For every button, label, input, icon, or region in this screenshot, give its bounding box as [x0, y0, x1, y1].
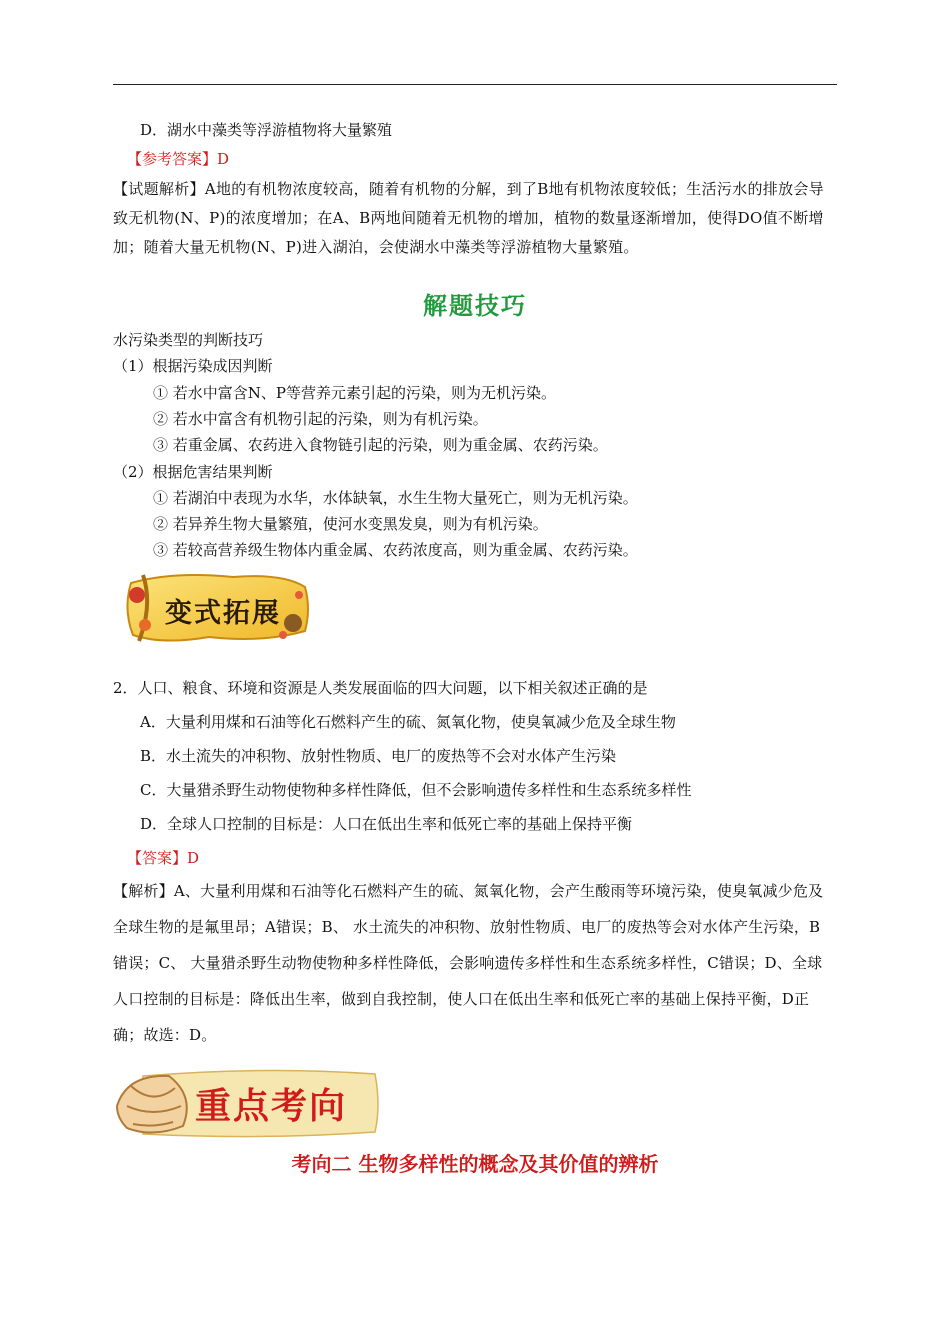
tips-heading: 解题技巧 [423, 292, 527, 320]
q1-analysis-text: A地的有机物浓度较高，随着有机物的分解，到了B地有机物浓度较低；生活污水的排放会导致无机物(N、P)的浓度增加；在A、B两地间随着无机物的增加，植物的数量逐渐增加，使得DO值不断增加；随着大量无机物(N、P)进入湖泊，会使湖水中藻类等浮游植物大量繁殖。 [113, 180, 824, 256]
tips-s2-item: ③ 若较高营养级生物体内重金属、农药浓度高，则为重金属、农药污染。 [153, 541, 638, 559]
q1-answer-tag: 【参考答案】 [127, 150, 218, 168]
header-rule [113, 84, 837, 85]
focus-banner [113, 1066, 383, 1140]
q2-answer-value: D [187, 849, 200, 867]
q1-answer [127, 148, 229, 170]
tips-s1-item: ② 若水中富含有机物引起的污染，则为有机污染。 [153, 410, 488, 428]
tips-s1-item: ① 若水中富含N、P等营养元素引起的污染，则为无机污染。 [153, 384, 556, 402]
tips-section-2: （2）根据危害结果判断 [113, 463, 273, 481]
focus-banner-text: 重点考向 [195, 1086, 348, 1127]
tips-s2-item: ① 若湖泊中表现为水华，水体缺氧，水生生物大量死亡，则为无机污染。 [153, 489, 638, 507]
q2-stem: 2．人口、粮食、环境和资源是人类发展面临的四大问题，以下相关叙述正确的是 [113, 679, 648, 697]
q2-analysis-text: A、大量利用煤和石油等化石燃料产生的硫、氮氧化物，会产生酸雨等环境污染，使臭氧减少危及全球生物的是氟里昂；A错误；B、 水土流失的冲积物、放射性物质、电厂的废热等会对水体产生污染，B错误；C、 大量猎杀野生动物使物种多样性降低，会影响遗传多样性和生态系统多样性，C错误；D、全球人口控制的目标是：降低出生率，做到自我控制，使人口在低出生率和低死亡率的基础上保持平衡，D正确；故选：D。 [113, 882, 824, 1044]
tips-section-1: （1）根据污染成因判断 [113, 357, 273, 375]
variant-banner [113, 565, 313, 649]
q1-answer-value: D [217, 150, 230, 168]
q2-answer [127, 847, 199, 869]
q2-option: B．水土流失的冲积物、放射性物质、电厂的废热等不会对水体产生污染 [140, 747, 617, 765]
variant-banner-text: 变式拓展 [165, 598, 281, 629]
q2-analysis [113, 873, 835, 1053]
q1-analysis [113, 175, 835, 262]
q2-answer-tag: 【答案】 [127, 849, 188, 867]
tips-title: 水污染类型的判断技巧 [113, 331, 264, 349]
tips-s1-item: ③ 若重金属、农药进入食物链引起的污染，则为重金属、农药污染。 [153, 436, 608, 454]
tips-s2-item: ② 若异养生物大量繁殖，使河水变黑发臭，则为有机污染。 [153, 515, 548, 533]
q2-option: A．大量利用煤和石油等化石燃料产生的硫、氮氧化物，使臭氧减少危及全球生物 [140, 713, 676, 731]
q2-option: D．全球人口控制的目标是：人口在低出生率和低死亡率的基础上保持平衡 [140, 815, 633, 833]
section-title: 考向二 生物多样性的概念及其价值的辨析 [291, 1152, 659, 1176]
q2-option: C．大量猎杀野生动物使物种多样性降低，但不会影响遗传多样性和生态系统多样性 [140, 781, 692, 799]
q2-analysis-tag: 【解析】 [113, 882, 174, 900]
q1-analysis-tag: 【试题解析】 [113, 180, 205, 198]
q1-option-d: D．湖水中藻类等浮游植物将大量繁殖 [140, 121, 393, 139]
